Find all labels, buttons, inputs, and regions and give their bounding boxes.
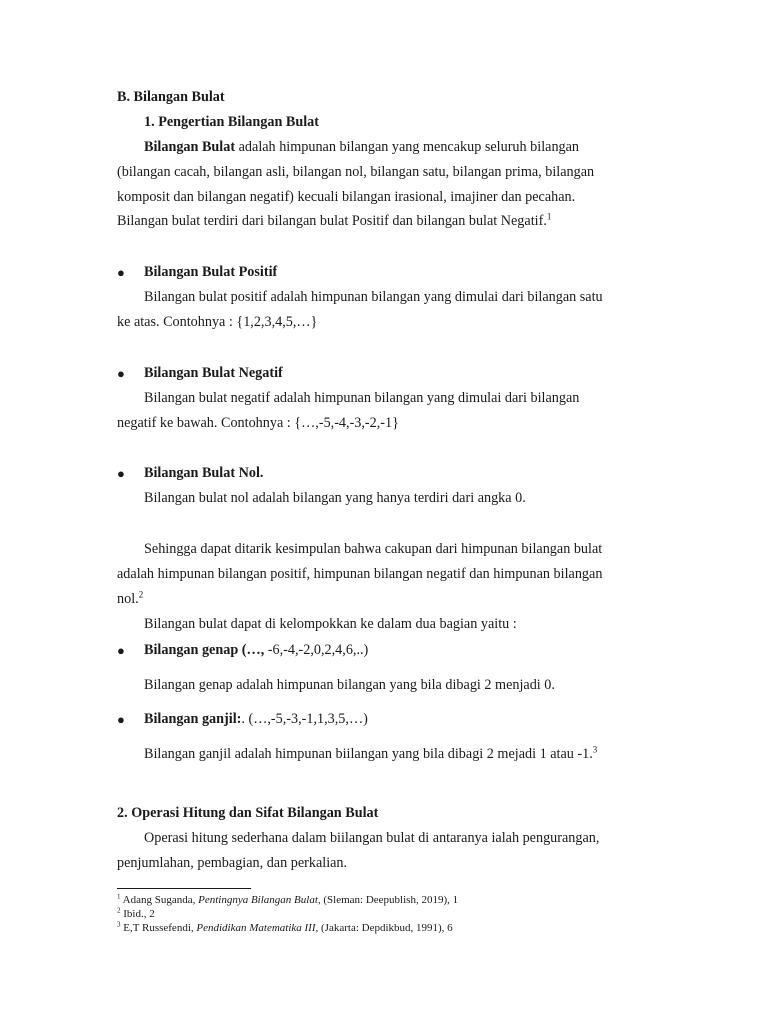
genap-desc: Bilangan genap adalah himpunan bilangan yang bila dibagi 2 menjadi 0. [144, 677, 555, 693]
bullet-icon: ● [117, 265, 125, 280]
footnote-separator [117, 888, 251, 889]
footnote-2-num: 2 [117, 906, 121, 915]
intro-line-1-text: adalah himpunan bilangan yang mencakup seluruh bilangan [235, 139, 580, 155]
footnote-ref-1[interactable]: 1 [546, 211, 552, 222]
footnote-1-title: Pentingnya Bilangan Bulat, [198, 894, 321, 906]
ganjil-desc-text: Bilangan ganjil adalah himpunan biilangan yang bila dibagi 2 mejadi 1 atau -1. [144, 746, 593, 762]
intro-line-4-text: Bilangan bulat terdiri dari bilangan bulat Positif dan bilangan bulat Negatif. [117, 213, 547, 229]
genap-title: Bilangan genap [144, 642, 239, 658]
intro-line-3: komposit dan bilangan negatif) kecuali bilangan irasional, imajiner dan pecahan. [117, 189, 576, 205]
bullet-icon: ● [117, 466, 125, 481]
footnote-3-post: (Jakarta: Depdikbud, 1991), 6 [318, 922, 453, 934]
section-heading-b: B. Bilangan Bulat [117, 89, 225, 105]
footnote-3-title: Pendidikan Matematika III, [196, 922, 319, 934]
positif-line-2: ke atas. Contohnya : {1,2,3,4,5,…} [117, 314, 318, 330]
footnote-1-pre: Adang Suganda, [120, 894, 199, 906]
positif-title: Bilangan Bulat Positif [144, 264, 278, 280]
footnote-3-num: 3 [117, 920, 121, 929]
footnote-ref-3[interactable]: 3 [592, 744, 598, 755]
kesimpulan-line-3 [117, 590, 143, 608]
subheading-pengertian: 1. Pengertian Bilangan Bulat [144, 114, 319, 130]
kesimpulan-line-2: adalah himpunan bilangan positif, himpunan bilangan negatif dan himpunan bilangan [117, 566, 603, 582]
bullet-icon: ● [117, 643, 125, 658]
footnote-2-pre: Ibid., 2 [120, 908, 155, 920]
footnote-1-num: 1 [117, 892, 121, 901]
bullet-icon: ● [117, 366, 125, 381]
positif-line-1: Bilangan bulat positif adalah himpunan bilangan yang dimulai dari bilangan satu [144, 289, 603, 305]
intro-line-2: (bilangan cacah, bilangan asli, bilangan nol, bilangan satu, bilangan prima, bilangan [117, 164, 595, 180]
nol-title: Bilangan Bulat Nol. [144, 465, 264, 481]
kesimpulan-line-1: Sehingga dapat ditarik kesimpulan bahwa cakupan dari himpunan bilangan bulat [144, 541, 603, 557]
genap-line [144, 641, 368, 659]
ganjil-line [144, 710, 368, 728]
section2-line-1: Operasi hitung sederhana dalam biilangan bulat di antaranya ialah pengurangan, [144, 830, 600, 846]
footnote-3-pre: E,T Russefendi, [120, 922, 197, 934]
footnote-ref-2[interactable]: 2 [138, 589, 144, 600]
footnote-1 [117, 894, 458, 907]
footnote-3 [117, 922, 453, 935]
nol-line-1: Bilangan bulat nol adalah bilangan yang hanya terdiri dari angka 0. [144, 490, 526, 506]
intro-line-4 [117, 212, 551, 230]
genap-title-rest: (…, [238, 642, 265, 658]
ganjil-values: . (…,-5,-3,-1,1,3,5,…) [241, 711, 368, 727]
footnote-1-post: (Sleman: Deepublish, 2019), 1 [320, 894, 459, 906]
intro-term: Bilangan Bulat [144, 139, 236, 155]
section2-line-2: penjumlahan, pembagian, dan perkalian. [117, 855, 348, 871]
kesimpulan-line-4: Bilangan bulat dapat di kelompokkan ke dalam dua bagian yaitu : [144, 616, 517, 632]
section2-title: 2. Operasi Hitung dan Sifat Bilangan Bulat [117, 805, 379, 821]
intro-line-1 [144, 138, 579, 156]
ganjil-title: Bilangan ganjil: [144, 711, 242, 727]
bullet-icon: ● [117, 712, 125, 727]
kesimpulan-line-3-text: nol. [117, 591, 139, 607]
negatif-title: Bilangan Bulat Negatif [144, 365, 283, 381]
negatif-line-2: negatif ke bawah. Contohnya : {…,-5,-4,-3,-2,-1} [117, 415, 399, 431]
negatif-line-1: Bilangan bulat negatif adalah himpunan bilangan yang dimulai dari bilangan [144, 390, 580, 406]
ganjil-desc [144, 745, 597, 763]
genap-values: -6,-4,-2,0,2,4,6,..) [264, 642, 369, 658]
footnote-2 [117, 908, 155, 921]
